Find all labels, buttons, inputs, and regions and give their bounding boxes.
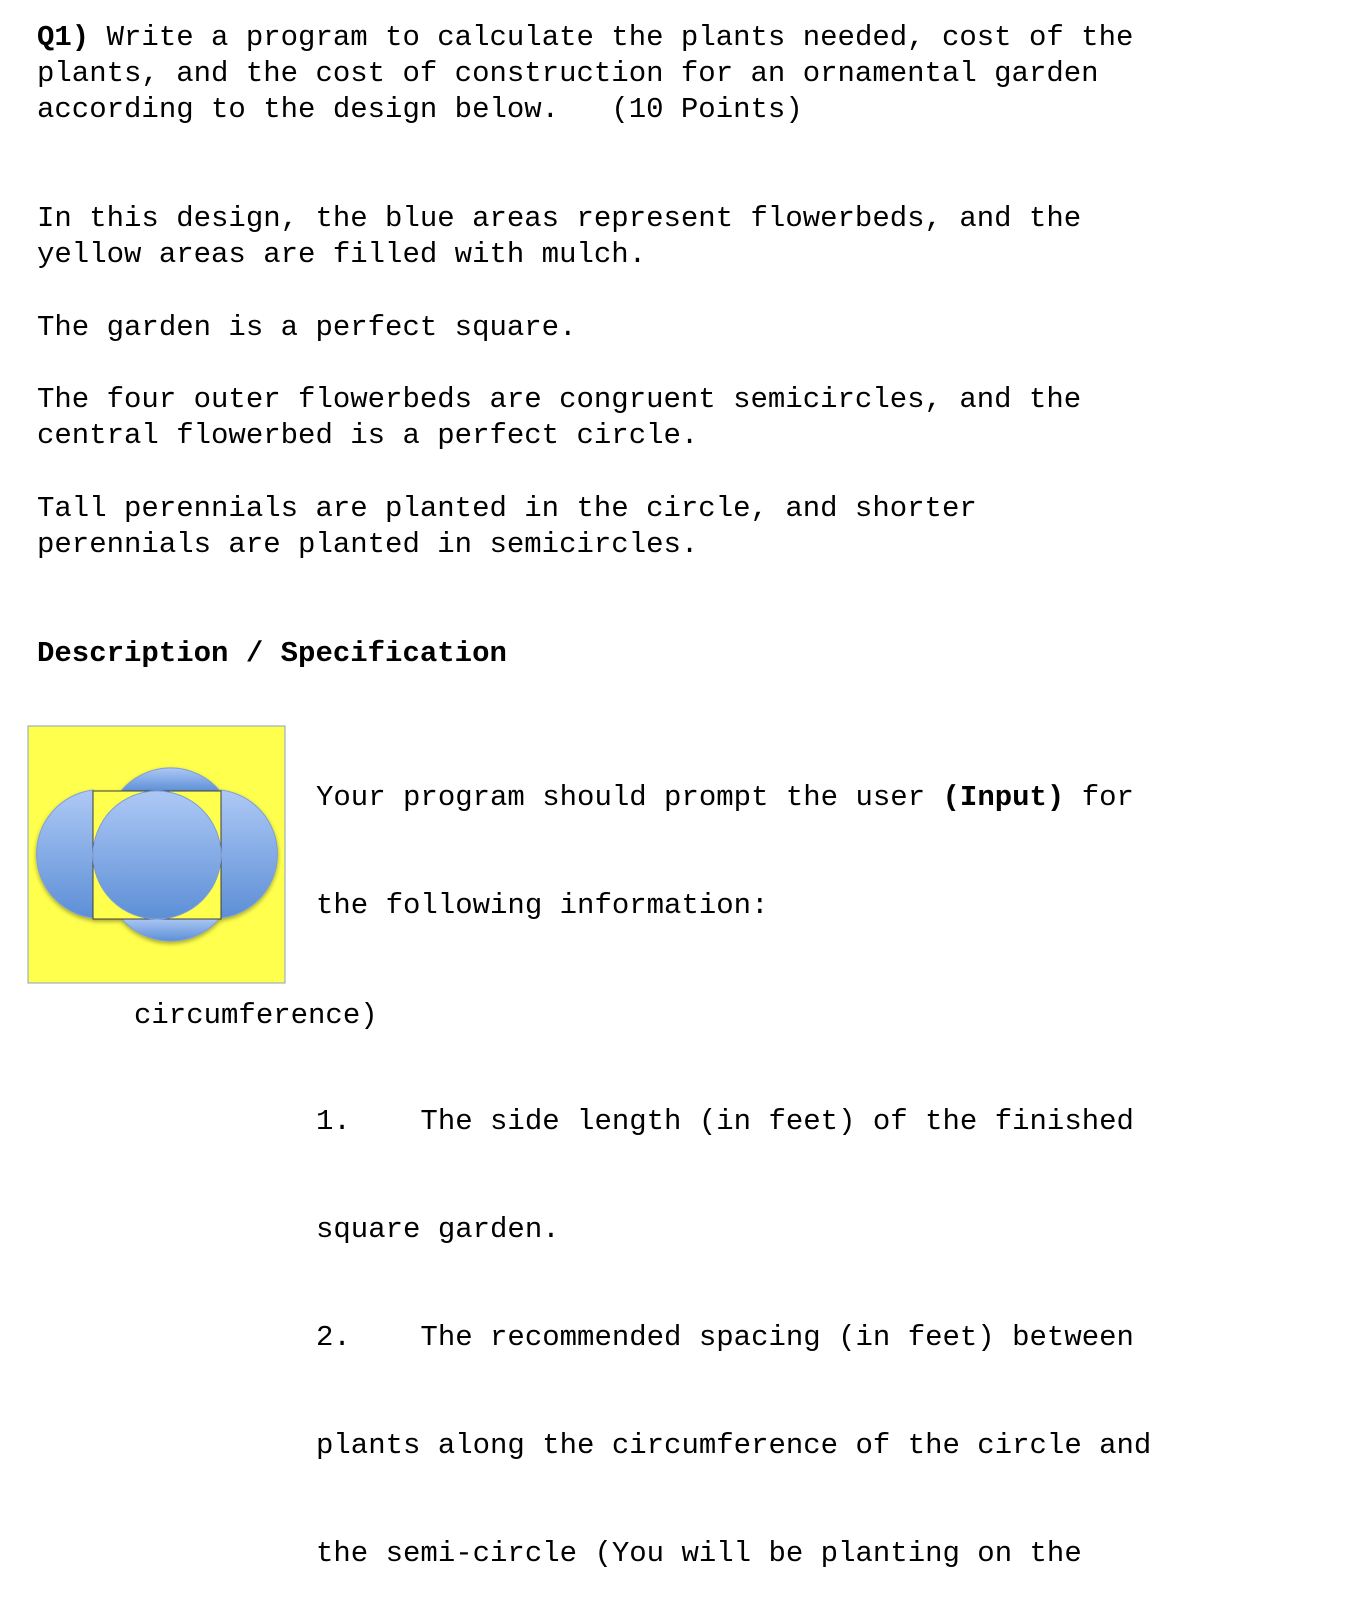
paragraph-square [37,310,577,346]
paragraph-line: The four outer flowerbeds are congruent semicircles, and the [37,383,1082,416]
item-2-line-3: the semi-circle (You will be planting on the [316,1537,1082,1570]
paragraph-line: perennials are planted in semicircles. [37,528,699,561]
paragraph-line: In this design, the blue areas represent flowerbeds, and the [37,202,1082,235]
paragraph-perennials [37,491,977,563]
item-2-line-1: 2. The recommended spacing (in feet) between [316,1321,1134,1354]
question-line-1: Write a program to calculate the plants needed, cost of the [89,21,1134,54]
prompt-text: for [1064,781,1134,814]
spec-heading: Description / Specification [37,637,507,670]
prompt-line-2: the following information: [316,889,769,922]
prompt-text: Your program should prompt the user [316,781,943,814]
input-label: (Input) [942,781,1065,814]
central-circle [93,791,221,919]
paragraph-line: yellow areas are filled with mulch. [37,238,647,271]
item-2-line-2: plants along the circumference of the circle and [316,1429,1152,1462]
paragraph-flowerbeds [37,382,1081,454]
question-line-2: plants, and the cost of construction for an ornamental garden [37,57,1099,90]
item-1-line-1: 1. The side length (in feet) of the finished [316,1105,1134,1138]
prompt-line-1 [316,780,1151,816]
paragraph-colors [37,201,1081,273]
item-1-line-2: square garden. [316,1213,560,1246]
question-block [37,20,1133,128]
paragraph-line: The garden is a perfect square. [37,311,577,344]
garden-design-figure [24,722,290,988]
paragraph-line: Tall perennials are planted in the circle, and shorter [37,492,977,525]
question-line-3: according to the design below. (10 Points) [37,93,803,126]
question-number: Q1) [37,21,90,54]
item-2-line-4: circumference) [134,999,378,1032]
spec-text [316,708,1151,1608]
paragraph-line: central flowerbed is a perfect circle. [37,419,699,452]
